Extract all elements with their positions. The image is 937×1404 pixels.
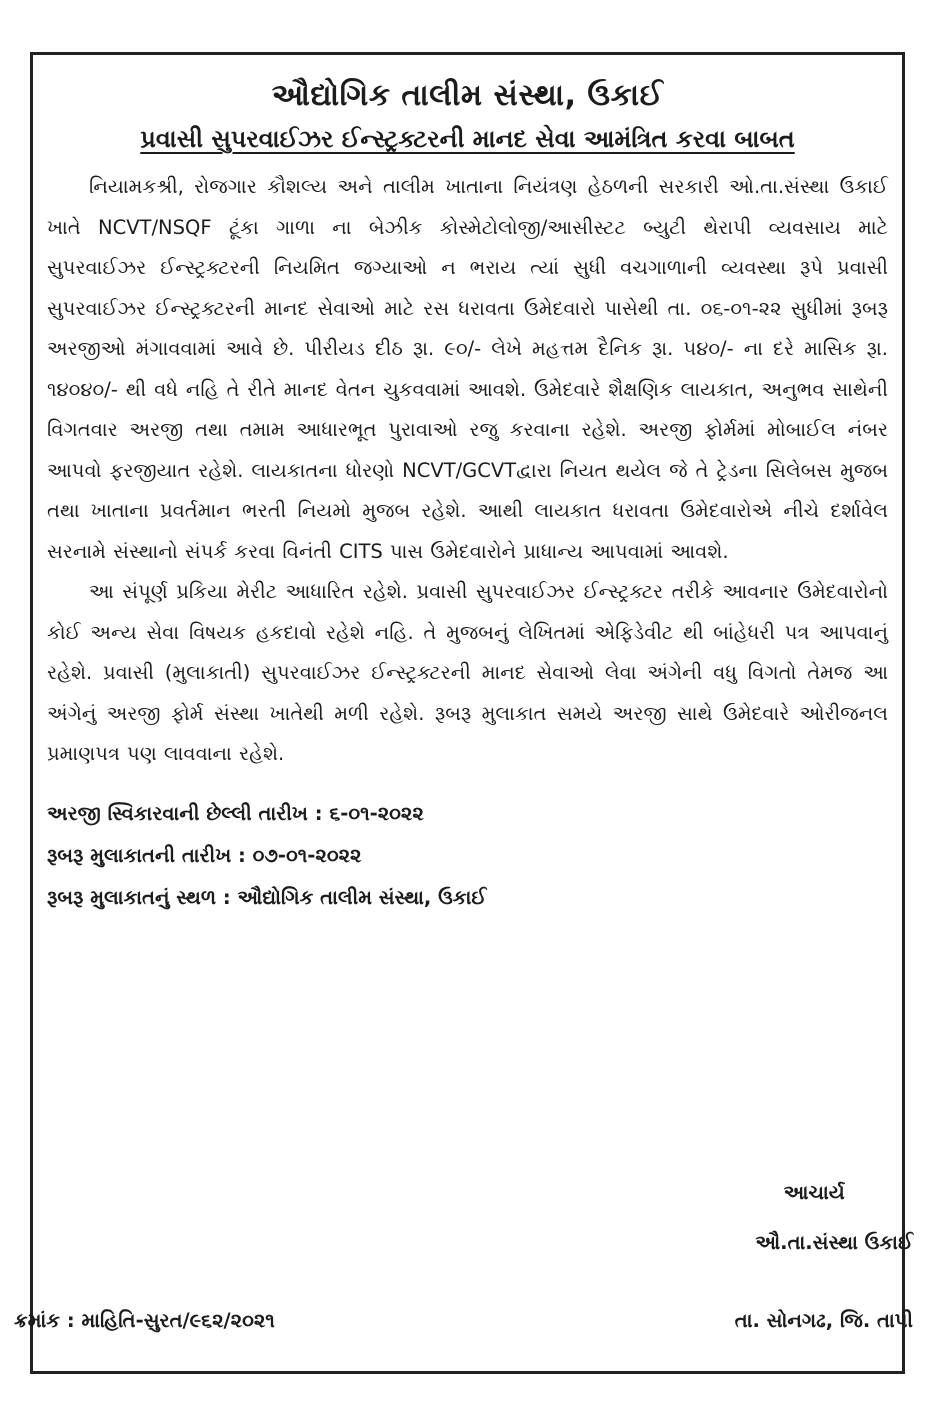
notice-details	[47, 793, 888, 919]
last-date-line: અરજી સ્વિકારવાની છેલ્લી તારીખ : ૬-૦૧-૨૦૨૨	[47, 801, 424, 825]
interview-date-line: રૂબરૂ મુલાકાતની તારીખ : ૦૭-૦૧-૨૦૨૨	[47, 843, 362, 867]
footer-row	[14, 1300, 913, 1342]
signature-block	[755, 1172, 913, 1264]
signature-location: તા. સોનગઢ, જિ. તાપી	[734, 1309, 913, 1332]
signature-designation: આચાર્ય	[783, 1181, 845, 1204]
notice-paragraph-1: નિયામકશ્રી, રોજગાર કૌશલ્ય અને તાલીમ ખાતાના નિયંત્રણ હેઠળની સરકારી ઓ.તા.સંસ્થા ઉકાઈ ખાતે NCVT/NSQF ટૂંકા ગાળા ના બેઝીક કોસ્મેટોલોજી/આસીસ્ટટ બ્યુટી થેરાપી વ્યવસાય માટે સુપરવાઈઝર ઈન્સ્ટ્રક્ટરની નિયમિત જગ્યાઓ ન ભરાય ત્યાં સુધી વચગાળાની વ્યવસ્થા રૂપે પ્રવાસી સુપરવાઈઝર ઈન્સ્ટ્રક્ટરની માનદ સેવાઓ માટે રસ ધરાવતા ઉમેદવારો પાસેથી તા. ૦૬-૦૧-૨૨ સુધીમાં રૂબરૂ અરજીઓ મંગાવવામાં આવે છે. પીરીયડ દીઠ રૂા. ૯૦/- લેખે મહત્તમ દૈનિક રૂા. ૫૪૦/- ના દરે માસિક રૂા. ૧૪૦૪૦/- થી વધે નહિ તે રીતે માનદ વેતન ચુકવવામાં આવશે. ઉમેદવારે શૈક્ષણિક લાયકાત, અનુભવ સાથેની વિગતવાર અરજી તથા તમામ આધારભૂત પુરાવાઓ રજુ કરવાના રહેશે. અરજી ફોર્મમાં મોબાઈલ નંબર આપવો ફરજીયાત રહેશે. લાયકાતના ધોરણો NCVT/GCVTદ્વારા નિયત થયેલ જે તે ટ્રેડના સિલેબસ મુજબ તથા ખાતાના પ્રવર્તમાન ભરતી નિયમો મુજબ રહેશે. આથી લાયકાત ધરાવતા ઉમેદવારોએ નીચે દર્શાવેલ સરનામે સંસ્થાનો સંપર્ક કરવા વિનંતી CITS પાસ ઉમેદવારોને પ્રાધાન્ય આપવામાં આવશે.	[47, 175, 888, 563]
notice-title: ઔદ્યોગિક તાલીમ સંસ્થા, ઉકાઈ	[271, 78, 664, 113]
notice-subtitle	[47, 121, 888, 157]
notice-paragraph-2: આ સંપૂર્ણ પ્રકિયા મેરીટ આધારિત રહેશે. પ્રવાસી સુપરવાઈઝર ઈન્સ્ટ્રક્ટર તરીકે આવનાર ઉમેદવારોનો કોઈ અન્ય સેવા વિષયક હકદાવો રહેશે નહિ. તે મુજબનું લેખિતમાં એફિડેવીટ થી બાંહેધરી પત્ર આપવાનું રહેશે. પ્રવાસી (મુલાકાતી) સુપરવાઈઝર ઈન્સ્ટ્રક્ટરની માનદ સેવાઓ લેવા અંગેની વધુ વિગતો તેમજ આ અંગેનું અરજી ફોર્મ સંસ્થા ખાતેથી મળી રહેશે. રૂબરૂ મુલાકાત સમયે અરજી સાથે ઉમેદવારે ઓરીજનલ પ્રમાણપત્ર પણ લાવવાના રહેશે.	[47, 580, 888, 765]
signature-institute: ઔ.તા.સંસ્થા ઉકાઈ	[755, 1231, 913, 1254]
interview-place-line: રૂબરૂ મુલાકાતનું સ્થળ : ઔદ્યોગિક તાલીમ સંસ્થા, ઉકાઈ	[47, 885, 487, 909]
notice-subtitle-text: પ્રવાસી સુપરવાઈઝર ઈન્સ્ટ્રક્ટરની માનદ સેવા આમંત્રિત કરવા બાબત	[140, 125, 795, 153]
reference-number: ક્રમાંક : માહિતિ-સુરત/૯૬૨/૨૦૨૧	[14, 1309, 275, 1332]
